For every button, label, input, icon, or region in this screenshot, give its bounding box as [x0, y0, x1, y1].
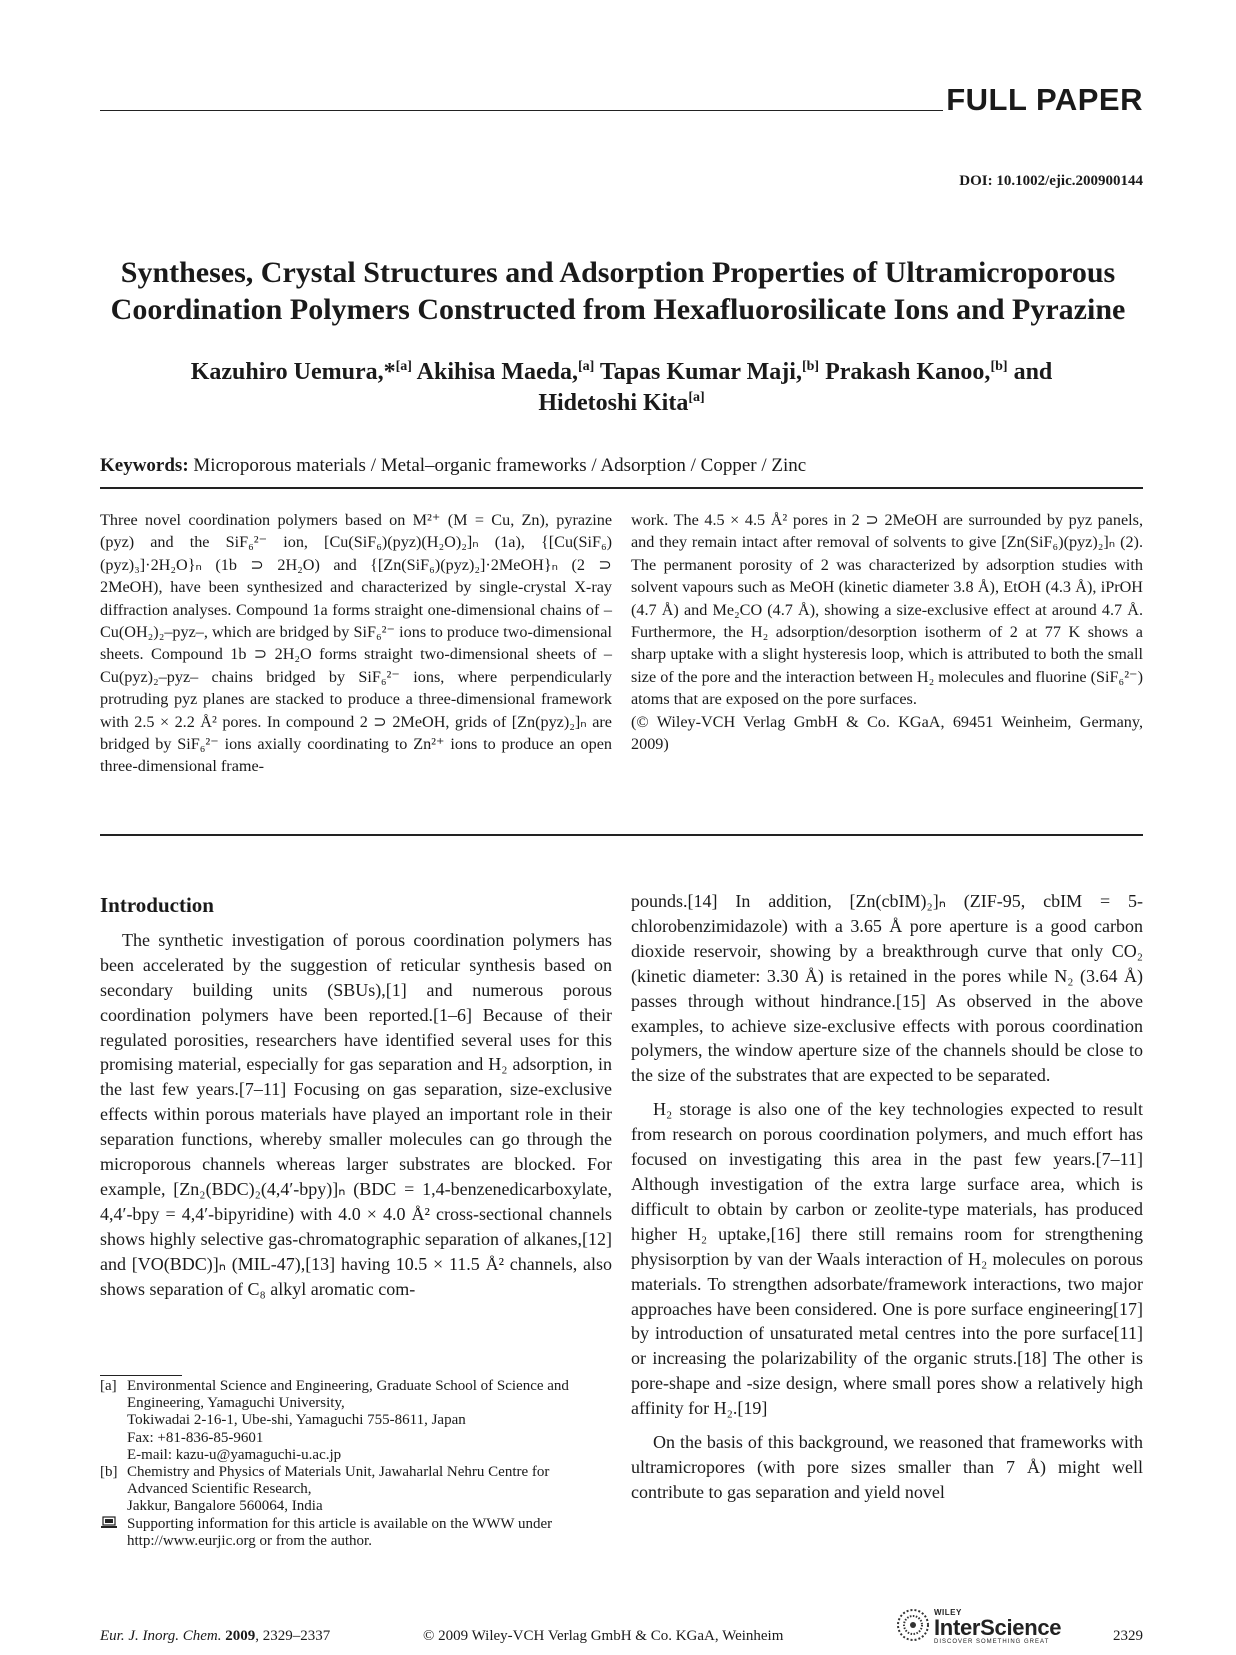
paper-title — [60, 254, 1176, 328]
supporting-info-text: Supporting information for this article is available on the WWW under http://www.eurjic.org or from the author. — [127, 1515, 553, 1549]
logo-tagline: DISCOVER SOMETHING GREAT — [934, 1639, 1050, 1645]
footnote-b-line: Chemistry and Physics of Materials Unit, Jawaharlal Nehru Centre for Advanced Scientific Research, — [127, 1464, 550, 1498]
abstract-top-rule — [100, 487, 1143, 489]
intro-paragraph-3: On the basis of this background, we reasoned that frameworks with ultramicropores (with pore sizes smaller than 7 Å) might well contribute to gas separation and yield novel — [631, 1432, 1143, 1502]
journal-citation — [100, 1628, 330, 1645]
page-number: 2329 — [1113, 1628, 1143, 1644]
intro-paragraph-1: The synthetic investigation of porous coordination polymers has been accelerated by the suggestion of reticular synthesis based on secondary building units (SBUs),[1] and numerous porous coordination polymers have been reported.[1–6] Because of their regulated porosities, researchers have identified several uses for this promising material, especially for gas separation and H₂ adsorption, in the last few years.[7–11] Focusing on gas separation, size-exclusive effects within porous materials have played an important role in their separation functions, whereby smaller molecules can go through the microporous channels whereas larger substrates are blocked. For example, [Zn₂(BDC)₂(4,4′-bpy)]ₙ (BDC = 1,4-benzenedicarboxylate, 4,4′-bpy = 4,4′-bipyridine) with 4.0 × 4.0 Å² cross-sectional channels shows highly selective gas-chromatographic separation of alkanes,[12] and [VO(BDC)]ₙ (MIL-47),[13] having 10.5 × 11.5 Å² channels, also shows separation of C₈ alkyl aromatic com- — [100, 929, 612, 1299]
title-line-2: Coordination Polymers Constructed from Hexafluorosilicate Ions and Pyrazine — [110, 293, 1126, 326]
author-1-affiliation: [a] — [395, 359, 412, 374]
footnote-supporting-info — [100, 1516, 612, 1550]
journal-name: Eur. J. Inorg. Chem. — [100, 1628, 222, 1644]
logo-globe-icon — [896, 1608, 930, 1642]
keywords-label: Keywords: — [100, 455, 189, 476]
author-1: Kazuhiro Uemura,* — [190, 359, 396, 385]
abstract-left-column — [100, 509, 612, 778]
author-5: Hidetoshi Kita — [538, 390, 689, 416]
footnote-a-line: Fax: +81-836-85-9601 — [127, 1429, 264, 1446]
section-heading: Introduction — [100, 893, 214, 917]
author-list — [100, 357, 1143, 419]
author-4: Prakash Kanoo, — [825, 359, 991, 385]
abstract-right-column — [631, 509, 1143, 755]
footnote-b-line: Jakkur, Bangalore 560064, India — [127, 1498, 323, 1515]
footnote-b — [100, 1464, 612, 1516]
section-label: FULL PAPER — [946, 82, 1143, 117]
logo-publisher: WILEY — [934, 1608, 962, 1617]
footnotes — [100, 1378, 612, 1550]
title-line-1: Syntheses, Crystal Structures and Adsorption Properties of Ultramicroporous — [120, 256, 1116, 289]
author-conjunction: and — [1013, 359, 1053, 385]
author-5-affiliation: [a] — [688, 390, 705, 405]
author-3: Tapas Kumar Maji, — [599, 359, 802, 385]
footnote-b-tag: [b] — [100, 1464, 118, 1481]
abstract-bottom-rule — [100, 834, 1143, 836]
body-left-column — [100, 893, 612, 1302]
journal-year: 2009 — [225, 1628, 256, 1644]
footnote-rule — [100, 1375, 182, 1376]
keywords-text: Microporous materials / Metal–organic frameworks / Adsorption / Copper / Zinc — [193, 455, 807, 476]
intro-paragraph-2: H₂ storage is also one of the key technologies expected to result from research on porous coordination polymers, and much effort has focused on investigating this area in the past few years.[7–11] Although investigation of the extra large surface area, which is difficult to obtain by carbon or zeolite-type materials, has produced higher H₂ uptake,[16] there still remains room for strengthening physisorption by van der Waals interaction of H₂ molecules on porous materials. To strengthen adsorbate/framework interactions, two major approaches have been considered. One is pore surface engineering[17] by introduction of unsaturated metal centres into the pore surface[11] or increasing the polarizability of the organic struts.[18] The other is pore-shape and -size design, where small pores show a relatively high affinity for H₂.[19] — [631, 1099, 1143, 1419]
author-2-affiliation: [a] — [578, 359, 595, 374]
abstract-text-left: Three novel coordination polymers based on M²⁺ (M = Cu, Zn), pyrazine (pyz) and the SiF₆²⁻ ion, [Cu(SiF₆)(pyz)(H₂O)₂]ₙ (1a), {[Cu(SiF₆)(pyz)₃]·2H₂O}ₙ (1b ⊃ 2H₂O) and {[Zn(SiF₆)(pyz)₂]·2MeOH}ₙ (2 ⊃ 2MeOH), have been synthesized and characterized by single-crystal X-ray diffraction analyses. Compound 1a forms straight one-dimensional chains of –Cu(OH₂)₂–pyz–, which are bridged by SiF₆²⁻ ions to produce two-dimensional sheets. Compound 1b ⊃ 2H₂O forms straight two-dimensional sheets of –Cu(pyz)₂–pyz– chains bridged by SiF₆²⁻ ions, where perpendicularly protruding pyz planes are stacked to produce a three-dimensional framework with 2.5 × 2.2 Å² pores. In compound 2 ⊃ 2MeOH, grids of [Zn(pyz)₂]ₙ are bridged by SiF₆²⁻ ions axially coordinating to Zn²⁺ ions to produce an open three-dimensional frame- — [100, 511, 612, 776]
footnote-a-line: E-mail: kazu-u@yamaguchi-u.ac.jp — [127, 1446, 342, 1463]
keywords — [100, 455, 806, 477]
doi: DOI: 10.1002/ejic.200900144 — [959, 173, 1143, 189]
author-4-affiliation: [b] — [990, 359, 1008, 374]
journal-pages: , 2329–2337 — [255, 1628, 331, 1644]
footnote-a — [100, 1378, 612, 1464]
abstract-copyright: (© Wiley-VCH Verlag GmbH & Co. KGaA, 69451 Weinheim, Germany, 2009) — [631, 712, 1143, 754]
footer-copyright: © 2009 Wiley-VCH Verlag GmbH & Co. KGaA, Weinheim — [423, 1628, 784, 1644]
footnote-a-line: Tokiwadai 2-16-1, Ube-shi, Yamaguchi 755-8611, Japan — [127, 1412, 466, 1429]
footnote-a-tag: [a] — [100, 1378, 117, 1394]
author-2: Akihisa Maeda, — [416, 359, 578, 385]
interscience-logo — [896, 1608, 1061, 1646]
header-rule — [100, 110, 943, 111]
body-right-column — [631, 889, 1143, 1505]
intro-paragraph-1-continued: pounds.[14] In addition, [Zn(cbIM)₂]ₙ (ZIF-95, cbIM = 5-chlorobenzimidazole) with a 3.65 Å pore aperture is a good carbon dioxide reservoir, showing by a breakthrough curve that only CO₂ (kinetic diameter: 3.30 Å) is retained in the pores while N₂ (3.64 Å) passes through without hindrance.[15] As observed in the above examples, to achieve size-exclusive effects with porous coordination polymers, the window aperture size of the channels should be close to the size of the substrates that are expected to be separated. — [631, 891, 1143, 1086]
abstract-text-right: work. The 4.5 × 4.5 Å² pores in 2 ⊃ 2MeOH are surrounded by pyz panels, and they remain intact after removal of solvents to give [Zn(SiF₆)(pyz)₂]ₙ (2). The permanent porosity of 2 was characterized by adsorption studies with solvent vapours such as MeOH (kinetic diameter 3.8 Å), EtOH (4.3 Å), iPrOH (4.7 Å) and Me₂CO (4.7 Å), showing a size-exclusive effect at around 4.7 Å. Furthermore, the H₂ adsorption/desorption isotherm of 2 at 77 K shows a sharp uptake with a slight hysteresis loop, which is attributed to both the small size of the pore and the interaction between H₂ molecules and fluorine (SiF₆²⁻) atoms that are exposed on the pore surfaces. — [631, 511, 1143, 709]
computer-icon — [100, 1516, 127, 1550]
logo-brand: InterScience — [934, 1615, 1062, 1640]
footnote-a-line: Environmental Science and Engineering, Graduate School of Science and Engineering, Yamaguchi University, — [127, 1378, 569, 1412]
author-3-affiliation: [b] — [801, 359, 820, 374]
